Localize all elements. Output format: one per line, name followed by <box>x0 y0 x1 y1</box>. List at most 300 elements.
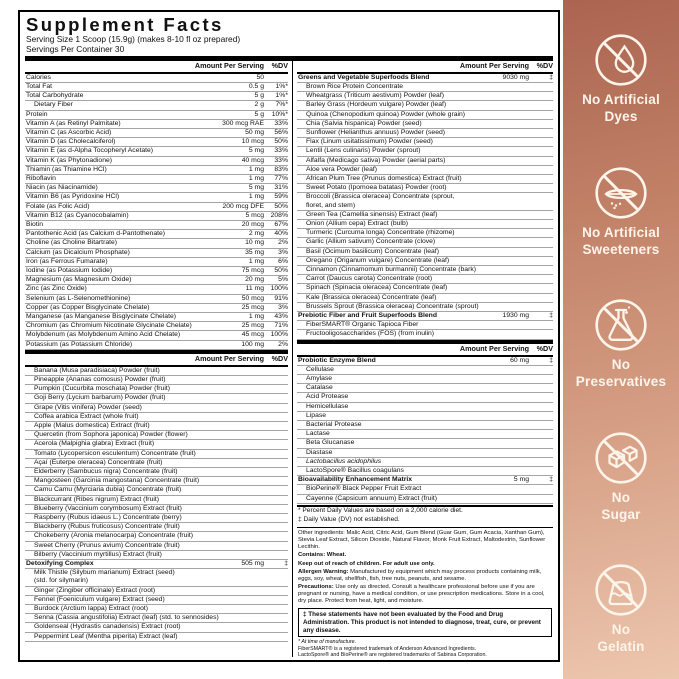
ingredient-name: Brown Rice Protein Concentrate <box>306 82 404 90</box>
ingredient-name: Aloe vera Powder (leaf) <box>306 165 378 173</box>
table-row <box>25 313 288 322</box>
table-row <box>25 623 288 632</box>
ingredient-name: Vitamin B6 (as Pyridoxine HCl) <box>26 193 120 201</box>
table-row <box>297 458 553 467</box>
ingredient-name: Quercetin (from Sophora japonica) Powder (flower) <box>34 431 188 439</box>
ingredient-dv: 6% <box>278 257 288 265</box>
ingredient-name: Total Fat <box>26 82 53 90</box>
ingredient-name: (std. for silymarin) <box>34 577 89 585</box>
ingredient-name: Folate (as Folic Acid) <box>26 202 90 210</box>
ingredient-amount: 1 mg <box>248 312 264 320</box>
table-row <box>25 376 288 385</box>
ingredient-name: Lactobacillus acidophilus <box>306 457 382 465</box>
ingredient-name: Copper (as Copper Bisglycinate Chelate) <box>26 303 150 311</box>
table-row <box>25 422 288 431</box>
table-row <box>297 166 553 175</box>
probiotic-table <box>297 357 553 504</box>
table-row <box>297 193 553 201</box>
table-row <box>25 532 288 541</box>
ingredient-name: Pantothenic Acid (as Calcium d-Pantothenate) <box>26 230 166 238</box>
ingredient-dv: 1%* <box>275 82 288 90</box>
table-row <box>25 468 288 477</box>
table-row <box>25 633 288 642</box>
ingredient-dv: 100% <box>270 285 288 293</box>
table-row <box>297 257 553 266</box>
ingredient-name: Pineapple (Ananas comosus) Powder (fruit) <box>34 375 166 383</box>
ingredient-dv: 1%* <box>275 92 288 100</box>
amount-per-serving-header <box>297 61 553 74</box>
table-row <box>25 505 288 514</box>
benefit-badges-band <box>563 0 679 679</box>
ingredient-amount: 10 mg <box>245 239 264 247</box>
ingredient-dv: 83% <box>274 165 288 173</box>
ingredient-name: Calories <box>26 73 51 81</box>
table-row <box>297 393 553 402</box>
amount-header-label: Amount Per Serving <box>459 61 529 71</box>
ingredient-amount: 5 g <box>254 92 264 100</box>
ingredient-name: Beta Glucanase <box>306 439 355 447</box>
table-row <box>25 285 288 294</box>
ingredient-amount: 5 mg <box>248 184 264 192</box>
table-row <box>25 413 288 422</box>
info-paragraph <box>298 584 553 605</box>
table-row <box>25 249 288 258</box>
no-artificial-sweeteners-icon <box>593 165 649 221</box>
ingredient-name: Catalase <box>306 384 333 392</box>
info-paragraph-label: Contains: Wheat. <box>298 552 347 559</box>
info-paragraph <box>298 530 553 551</box>
amount-header-label: Amount Per Serving <box>194 61 264 71</box>
ingredient-dv: 50% <box>274 202 288 210</box>
table-row <box>297 467 553 476</box>
ingredient-name: Protein <box>26 110 48 118</box>
table-row <box>297 229 553 238</box>
table-row <box>297 384 553 393</box>
ingredient-name: Prebiotic Fiber and Fruit Superfoods Blend <box>298 311 437 319</box>
ingredient-amount: 50 mcg <box>241 294 264 302</box>
trademark-line: * At time of manufacture. <box>298 639 357 646</box>
ingredient-dv: 5% <box>278 276 288 284</box>
amount-per-serving-header <box>297 344 553 357</box>
trademark-line: FiberSMART® is a registered trademark of Anderson Advanced Ingredients. <box>298 645 477 652</box>
table-row <box>25 212 288 221</box>
ingredient-name: Senna (Cassia angustifolia) Extract (leaf) (std. to sennosides) <box>34 614 219 622</box>
ingredient-dv: 50% <box>274 266 288 274</box>
ingredient-amount: 20 mcg <box>241 220 264 228</box>
ingredient-name: Selenium (as L-Selenomethionine) <box>26 294 131 302</box>
ingredient-dv: 77% <box>274 174 288 182</box>
table-row <box>25 394 288 403</box>
table-row <box>25 514 288 523</box>
serving-size-text: Serving Size 1 Scoop (15.9g) (makes 8-10 fl oz prepared) <box>26 34 241 44</box>
ingredient-name: Cayenne (Capsicum annuum) Extract (fruit) <box>306 494 438 502</box>
ingredient-name: Niacin (as Niacinamide) <box>26 184 98 192</box>
ingredient-name: Tomato (Lycopersicon esculentum) Concentrate (fruit) <box>34 449 196 457</box>
ingredient-dv: 3% <box>278 303 288 311</box>
ingredient-name: Pumpkin (Cucurbita moschata) Powder (fruit) <box>34 385 170 393</box>
ingredient-amount: 1930 mg <box>502 311 529 319</box>
trademark-line: LactoSpore® and BioPerine® are registered trademarks of Sabinsa Corporation. <box>298 652 487 657</box>
ingredient-amount: 75 mcg <box>241 266 264 274</box>
ingredient-name: Kale (Brassica oleracea) Concentrate (leaf) <box>306 293 437 301</box>
badge-label: No Artificial Sweeteners <box>582 224 660 257</box>
ingredient-amount: 5 mcg <box>245 211 264 219</box>
table-row <box>25 120 288 129</box>
ingredient-name: Apple (Malus domestica) Extract (fruit) <box>34 422 150 429</box>
table-row <box>25 542 288 551</box>
ingredient-name: Coffea arabica Extract (whole fruit) <box>34 412 139 420</box>
ingredient-amount: 5 g <box>254 110 264 118</box>
ingredient-name: Sweet Cherry (Prunus avium) Concentrate (fruit) <box>34 541 180 549</box>
ingredient-name: Probiotic Enzyme Blend <box>298 356 376 364</box>
table-row <box>25 83 288 92</box>
ingredient-dv: 91% <box>274 294 288 302</box>
ingredient-amount: 1 mg <box>248 165 264 173</box>
table-row <box>25 596 288 605</box>
ingredient-dv: 3% <box>278 248 288 256</box>
ingredient-name: Goldenseal (Hydrastis canadensis) Extract (root) <box>34 623 181 631</box>
ingredient-amount: 100 mg <box>241 340 264 348</box>
ingredient-name: Raspberry (Rubus idaeus L.) Concentrate (berry) <box>34 514 182 522</box>
table-row <box>297 238 553 247</box>
ingredient-amount: 9030 mg <box>502 73 529 81</box>
ingredient-amount: 20 mg <box>245 276 264 284</box>
table-row <box>297 101 553 110</box>
ingredient-dv: 33% <box>274 119 288 127</box>
dv-header-label: %DV <box>271 61 288 71</box>
ingredient-name: Barley Grass (Hordeum vulgare) Powder (leaf) <box>306 101 447 109</box>
table-row <box>25 322 288 331</box>
table-row <box>25 560 288 569</box>
badge-label: No Artificial Dyes <box>582 92 660 124</box>
dv-header-label: %DV <box>271 354 288 364</box>
ingredient-name: BioPerine® Black Pepper Fruit Extract <box>306 485 422 493</box>
table-row <box>297 430 553 439</box>
badge-no-artificial-sweeteners <box>567 165 675 258</box>
ingredient-name: Choline (as Choline Bitartrate) <box>26 239 118 247</box>
ingredient-dv: ‡ <box>549 356 553 364</box>
ingredient-name: Vitamin A (as Retinyl Palmitate) <box>26 119 121 127</box>
no-sugar-icon <box>593 430 649 486</box>
ingredient-dv: ‡ <box>549 476 553 484</box>
ingredient-dv: 33% <box>274 147 288 155</box>
ingredient-name: Fructooligosaccharides (FOS) (from inulin) <box>306 330 435 338</box>
table-row <box>297 284 553 293</box>
table-row <box>297 83 553 92</box>
ingredient-name: Onion (Allium cepa) Extract (bulb) <box>306 219 408 227</box>
ingredient-name: Blueberry (Vaccinium corymbosum) Extract (fruit) <box>34 504 182 512</box>
ingredient-name: Ginger (Zingiber officinale) Extract (root) <box>34 586 156 594</box>
table-row <box>25 129 288 138</box>
ingredient-name: Vitamin B12 (as Cyanocobalamin) <box>26 211 129 219</box>
no-artificial-dyes-icon <box>593 32 649 88</box>
ingredient-amount: 2 g <box>254 101 264 109</box>
table-row <box>25 404 288 413</box>
badge-no-artificial-dyes <box>567 32 675 125</box>
table-row <box>25 450 288 459</box>
table-row <box>25 367 288 376</box>
ingredient-name: Manganese (as Manganese Bisglycinate Chelate) <box>26 312 176 320</box>
table-row <box>25 605 288 614</box>
ingredient-name: Diastase <box>306 448 333 456</box>
amount-header-label: Amount Per Serving <box>459 344 529 354</box>
ingredient-name: Garlic (Allium sativum) Concentrate (clove) <box>306 238 436 246</box>
ingredient-name: African Plum Tree (Prunus domestica) Extract (fruit) <box>306 174 462 182</box>
ingredient-name: Vitamin E (as d-Alpha Tocopheryl Acetate) <box>26 147 154 155</box>
footnote-line: ‡ Daily Value (DV) not established. <box>298 515 400 523</box>
table-row <box>297 321 553 330</box>
ingredient-name: Broccoli (Brassica oleracea) Concentrate (sprout, <box>306 193 455 201</box>
ingredient-name: Chromium (as Chromium Nicotinate Glycinate Chelate) <box>26 322 192 330</box>
ingredient-name: Biotin <box>26 220 44 228</box>
table-row <box>25 523 288 532</box>
table-row <box>25 74 288 83</box>
ingredient-amount: 2 mg <box>248 230 264 238</box>
ingredient-name: Riboflavin <box>26 174 56 182</box>
ingredient-name: Sweet Potato (Ipomoea batatas) Powder (root) <box>306 184 447 192</box>
greens-blend-table <box>297 74 553 340</box>
table-row <box>25 459 288 468</box>
ingredient-dv: 59% <box>274 193 288 201</box>
ingredient-name: Hemicellulase <box>306 402 349 410</box>
table-row <box>297 312 553 321</box>
ingredient-name: Chokeberry (Aronia melanocarpa) Concentrate (fruit) <box>34 532 194 540</box>
ingredient-name: Milk Thistle (Silybum marianum) Extract (seed) <box>34 569 175 577</box>
badge-label: No Sugar <box>601 489 641 522</box>
ingredient-name: Spinach (Spinacia oleracea) Concentrate (leaf) <box>306 284 448 292</box>
dv-header-label: %DV <box>536 61 553 71</box>
table-row <box>25 166 288 175</box>
ingredient-dv: 56% <box>274 128 288 136</box>
ingredient-name: Blackberry (Rubus fruticosus) Concentrate (fruit) <box>34 523 180 531</box>
info-paragraph-label: Precautions: <box>298 584 334 591</box>
ingredient-name: Amylase <box>306 374 333 382</box>
table-row <box>25 203 288 212</box>
table-row <box>25 477 288 486</box>
left-column <box>25 61 293 657</box>
ingredient-name: Alfalfa (Medicago sativa) Powder (aerial parts) <box>306 156 446 164</box>
amount-per-serving-header <box>25 354 288 367</box>
servings-per-container-text: Servings Per Container 30 <box>26 43 125 54</box>
ingredient-name: floret, and stem) <box>306 201 356 209</box>
ingredient-amount: 505 mg <box>241 560 264 568</box>
ingredient-amount: 0.5 g <box>248 82 264 90</box>
ingredient-name: Wheatgrass (Triticum aestivum) Powder (leaf) <box>306 92 444 100</box>
ingredient-dv: 100% <box>270 331 288 339</box>
ingredient-name: Fennel (Foeniculum vulgare) Extract (seed) <box>34 595 165 603</box>
ingredient-name: Potassium (as Potassium Chloride) <box>26 340 133 348</box>
table-row <box>25 569 288 577</box>
table-row <box>297 138 553 147</box>
ingredient-amount: 5 mg <box>248 147 264 155</box>
ingredient-amount: 1 mg <box>248 257 264 265</box>
ingredient-dv: 40% <box>274 230 288 238</box>
ingredient-dv: 2% <box>278 340 288 348</box>
table-row <box>25 92 288 101</box>
ingredient-name: Bioavailability Enhancement Matrix <box>298 476 413 484</box>
table-row <box>297 403 553 412</box>
ingredient-name: Açaí (Euterpe oleracea) Concentrate (fruit) <box>34 458 163 466</box>
table-row <box>25 175 288 184</box>
ingredient-name: Lentil (Lens culinaris) Powder (sprout) <box>306 147 421 155</box>
info-paragraph <box>298 561 553 568</box>
ingredient-amount: 60 mg <box>510 356 529 364</box>
table-row <box>297 184 553 193</box>
table-row <box>297 92 553 101</box>
table-row <box>297 366 553 375</box>
ingredient-dv: 67% <box>274 220 288 228</box>
ingredient-name: Quinoa (Chenopodium quinoa) Powder (whole grain) <box>306 110 466 118</box>
table-row <box>25 230 288 239</box>
thin-divider <box>297 527 553 528</box>
table-row <box>25 157 288 166</box>
table-row <box>25 258 288 267</box>
ingredient-name: Greens and Vegetable Superfoods Blend <box>298 73 430 81</box>
ingredient-name: Grape (Vitis vinifera) Powder (seed) <box>34 403 142 411</box>
ingredient-amount: 25 mcg <box>241 303 264 311</box>
ingredient-dv: ‡ <box>549 311 553 319</box>
ingredient-name: Iodine (as Potassium Iodide) <box>26 266 113 274</box>
table-row <box>25 431 288 440</box>
fruits-detox-table <box>25 367 288 642</box>
nutrients-table <box>25 74 288 350</box>
footnote-line: * Percent Daily Values are based on a 2,000 calorie diet. <box>298 507 463 515</box>
ingredient-dv: 33% <box>274 156 288 164</box>
table-row <box>25 385 288 394</box>
ingredient-dv: 2% <box>278 239 288 247</box>
table-row <box>25 221 288 230</box>
table-row <box>297 357 553 366</box>
info-paragraph-label: Keep out of reach of children. For adult use only. <box>298 560 435 567</box>
table-row <box>25 184 288 193</box>
ingredient-amount: 300 mcg RAE <box>222 119 264 127</box>
ingredient-name: Green Tea (Camellia sinensis) Extract (leaf) <box>306 210 438 218</box>
table-row <box>297 211 553 220</box>
table-row <box>25 551 288 560</box>
table-row <box>25 341 288 350</box>
ingredient-dv: ‡ <box>284 560 288 568</box>
ingredient-name: Blackcurrant (Ribes nigrum) Extract (fruit) <box>34 495 160 503</box>
table-row <box>297 439 553 448</box>
table-row <box>297 421 553 430</box>
ingredient-name: Dietary Fiber <box>34 101 73 109</box>
table-row <box>25 587 288 596</box>
ingredient-amount: 35 mg <box>245 248 264 256</box>
table-row <box>25 147 288 156</box>
ingredient-name: Cinnamon (Cinnamomum burmannii) Concentrate (bark) <box>306 265 476 273</box>
table-row <box>297 129 553 138</box>
ingredient-name: Acid Protease <box>306 393 349 401</box>
table-row <box>297 220 553 229</box>
other-ingredients-block <box>297 529 553 606</box>
badge-no-sugar <box>567 430 675 523</box>
table-row <box>297 449 553 458</box>
ingredient-name: Brussels Sprout (Brassica oleracea) Concentrate (sprout) <box>306 302 479 310</box>
badge-label: No Gelatin <box>597 622 645 654</box>
table-row <box>25 440 288 449</box>
ingredient-name: Basil (Ocimum basilicum) Concentrate (leaf) <box>306 247 439 255</box>
table-row <box>297 485 553 494</box>
ingredient-name: Detoxifying Complex <box>26 560 94 568</box>
no-gelatin-icon <box>593 562 649 618</box>
ingredient-name: Vitamin D (as Cholecalciferol) <box>26 138 116 146</box>
ingredient-name: Zinc (as Zinc Oxide) <box>26 285 87 293</box>
table-row <box>297 303 553 312</box>
table-row <box>297 202 553 211</box>
right-column <box>293 61 553 657</box>
table-row <box>297 294 553 303</box>
info-paragraph <box>298 569 553 583</box>
ingredient-amount: 40 mcg <box>241 156 264 164</box>
table-row <box>25 138 288 147</box>
ingredient-name: Thiamin (as Thiamine HCl) <box>26 165 107 173</box>
ingredient-name: Flax (Linum usitatissimum) Powder (seed) <box>306 138 433 146</box>
ingredient-name: Banana (Musa paradisiaca) Powder (fruit) <box>34 366 160 374</box>
ingredient-name: FiberSMART® Organic Tapioca Fiber <box>306 321 419 329</box>
fda-disclaimer-box: ‡ These statements have not been evaluated by the Food and Drug Administration. This product is not intended to diagnose, treat, cure, or prevent any disease. <box>298 608 552 637</box>
table-row <box>297 175 553 184</box>
ingredient-name: Camu Camu (Myrciaria dubia) Concentrate (fruit) <box>34 486 182 494</box>
table-row <box>25 304 288 313</box>
table-row <box>297 248 553 257</box>
table-row <box>297 111 553 120</box>
info-paragraph <box>298 552 553 559</box>
ingredient-dv: 208% <box>270 211 288 219</box>
ingredient-name: Calcium (as Dicalcium Phosphate) <box>26 248 130 256</box>
table-row <box>297 495 553 504</box>
ingredient-name: Mangosteen (Garcinia mangostana) Concentrate (fruit) <box>34 477 200 485</box>
table-row <box>297 120 553 129</box>
table-row <box>25 276 288 285</box>
table-row <box>25 267 288 276</box>
ingredient-dv: ‡ <box>549 73 553 81</box>
table-row <box>25 486 288 495</box>
footnotes <box>297 507 553 524</box>
ingredient-name: Cellulase <box>306 365 334 373</box>
table-row <box>25 239 288 248</box>
table-row <box>25 496 288 505</box>
ingredient-name: Vitamin K (as Phytonadione) <box>26 156 113 164</box>
table-row <box>297 266 553 275</box>
table-row <box>25 111 288 120</box>
ingredient-name: Lipase <box>306 411 327 419</box>
table-row <box>25 193 288 202</box>
ingredient-amount: 25 mcg <box>241 322 264 330</box>
table-row <box>297 74 553 83</box>
page-title: Supplement Facts <box>26 14 224 35</box>
ingredient-name: Vitamin C (as Ascorbic Acid) <box>26 128 112 136</box>
no-preservatives-icon <box>593 297 649 353</box>
amount-per-serving-header <box>25 61 288 74</box>
trademark-block <box>297 639 553 657</box>
ingredient-name: Magnesium (as Magnesium Oxide) <box>26 276 132 284</box>
ingredient-name: LactoSpore® Bacillus coagulans <box>306 467 404 475</box>
badge-label: No Preservatives <box>575 357 667 389</box>
ingredient-amount: 50 <box>256 73 264 81</box>
info-paragraph-text: Other ingredients: Malic Acid, Citric Acid, Gum Blend (Guar Gum, Gum Acacia, Xanthan Gum), Stevia Leaf Extract, Silicon Dioxide, Natural Flavor, Monk Fruit Extract, Maltodextrin, Sunflower Lecithin. <box>298 530 546 550</box>
table-row <box>25 614 288 623</box>
badge-no-preservatives <box>567 297 675 390</box>
ingredient-name: Total Carbohydrate <box>26 92 84 100</box>
ingredient-amount: 200 mcg DFE <box>222 202 264 210</box>
ingredient-name: Peppermint Leaf (Mentha piperita) Extract (leaf) <box>34 632 178 640</box>
table-row <box>297 412 553 421</box>
ingredient-amount: 5 mg <box>513 476 529 484</box>
ingredient-dv: 7%* <box>275 101 288 109</box>
ingredient-name: Carrot (Daucus carota) Concentrate (root) <box>306 275 433 283</box>
ingredient-dv: 10%* <box>271 110 288 118</box>
ingredient-amount: 1 mg <box>248 193 264 201</box>
